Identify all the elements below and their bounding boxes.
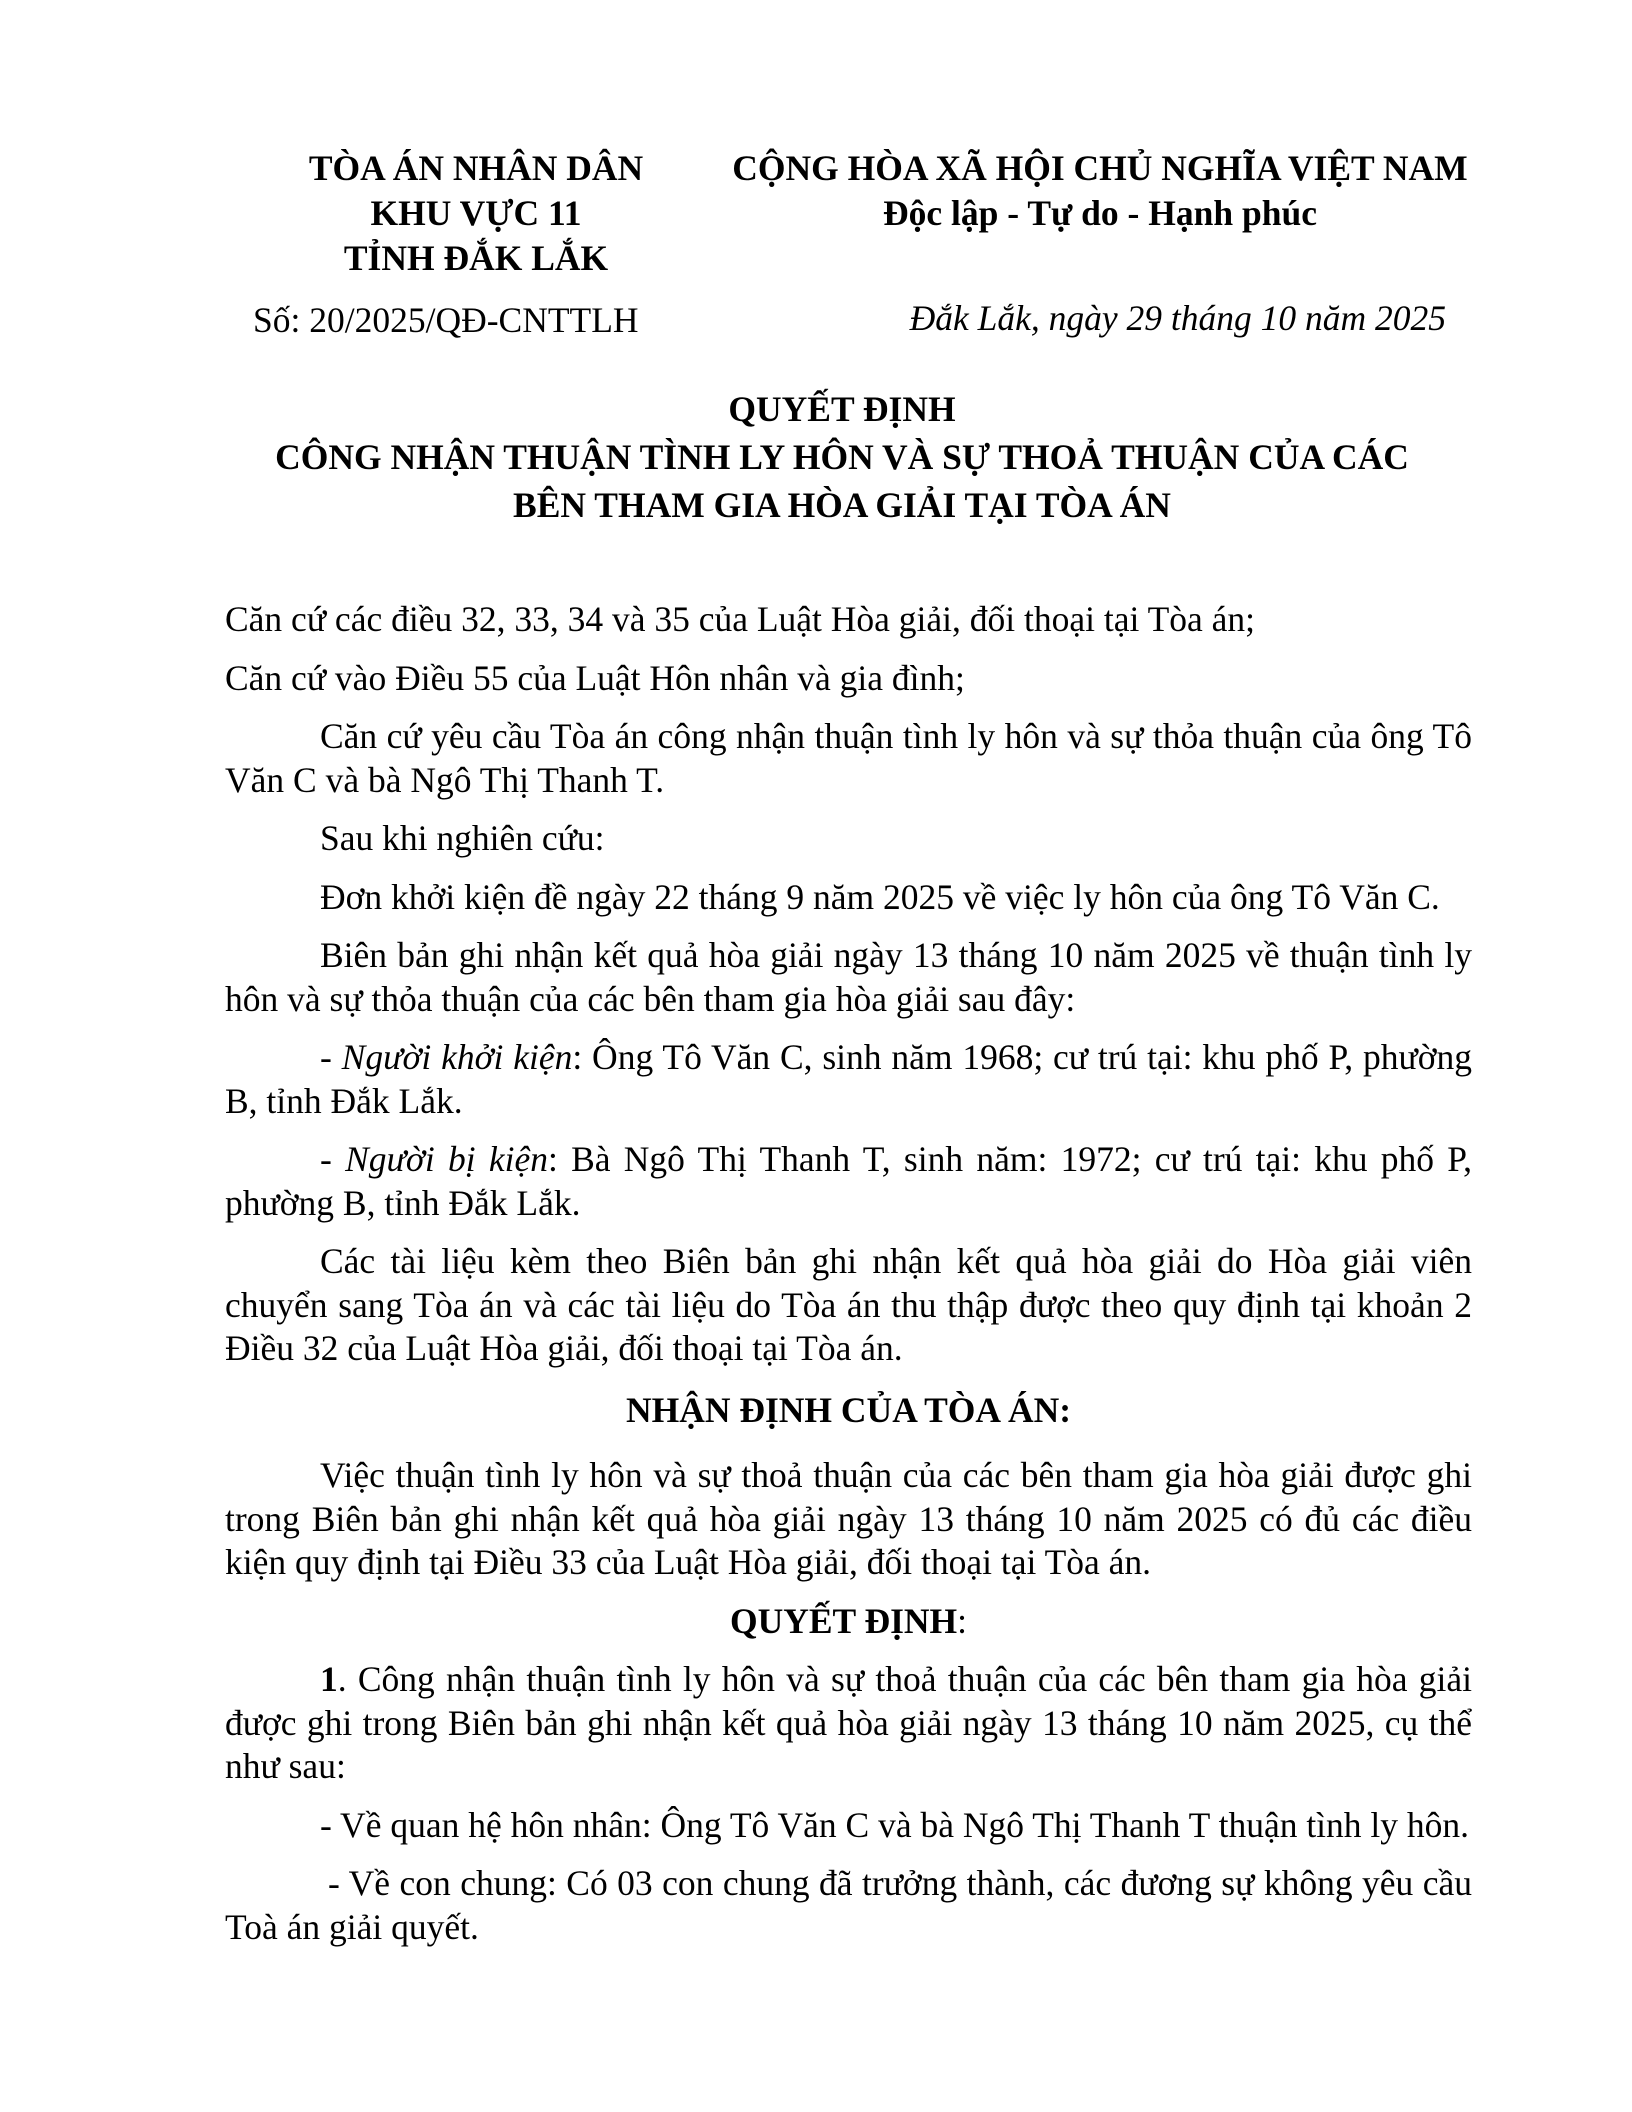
decision-heading-text: QUYẾT ĐỊNH	[729, 1600, 958, 1641]
paragraph-findings: Việc thuận tình ly hôn và sự thoả thuận của các bên tham gia hòa giải được ghi trong Biên bản ghi nhận kết quả hòa giải ngày 13 tháng 10 năm 2025 có đủ các điều kiện quy định tại Điều 33 của Luật Hòa giải, đối thoại tại Tòa án.	[225, 1455, 1472, 1582]
court-name-line-3: TỈNH ĐẮK LẮK	[343, 238, 609, 278]
paragraph-after-review: Sau khi nghiên cứu:	[320, 818, 605, 858]
paragraph-decision-1	[225, 1658, 1472, 1789]
document-title	[222, 385, 1462, 529]
paragraph-legal-basis-1: Căn cứ các điều 32, 33, 34 và 35 của Luật Hòa giải, đối thoại tại Tòa án;	[225, 599, 1256, 639]
plaintiff-dash: -	[320, 1037, 342, 1077]
paragraph-petition: Đơn khởi kiện đề ngày 22 tháng 9 năm 2025 về việc ly hôn của ông Tô Văn C.	[320, 876, 1440, 917]
court-name-block	[222, 146, 730, 281]
national-motto-block	[720, 146, 1480, 236]
title-line-2: CÔNG NHẬN THUẬN TÌNH LY HÔN VÀ SỰ THOẢ THUẬN CỦA CÁC	[275, 437, 1409, 477]
paragraph-attachments: Các tài liệu kèm theo Biên bản ghi nhận kết quả hòa giải do Hòa giải viên chuyển sang Tòa án và các tài liệu do Tòa án thu thập được theo quy định tại khoản 2 Điều 32 của Luật Hòa giải, đối thoại tại Tòa án.	[225, 1241, 1472, 1368]
section-heading-court-findings: NHẬN ĐỊNH CỦA TÒA ÁN:	[625, 1389, 1072, 1430]
paragraph-legal-basis-2: Căn cứ vào Điều 55 của Luật Hôn nhân và gia đình;	[225, 657, 965, 698]
plaintiff-label: Người khởi kiện	[341, 1037, 573, 1077]
defendant-details: : Bà Ngô Thị Thanh T, sinh năm: 1972; cư trú tại: khu phố P, phường B, tỉnh Đắk Lắk.	[225, 1139, 1472, 1223]
plaintiff-details: : Ông Tô Văn C, sinh năm 1968; cư trú tại: khu phố P, phường B, tỉnh Đắk Lắk.	[225, 1037, 1472, 1121]
paragraph-plaintiff	[225, 1036, 1472, 1123]
title-line-1: QUYẾT ĐỊNH	[728, 389, 956, 429]
decision-date: Đắk Lắk, ngày 29 tháng 10 năm 2025	[909, 298, 1446, 338]
paragraph-defendant	[225, 1138, 1472, 1225]
defendant-dash: -	[320, 1139, 346, 1179]
decision-heading-colon: :	[957, 1600, 968, 1641]
court-name-line-1: TÒA ÁN NHÂN DÂN	[308, 148, 644, 188]
section-heading-decision	[225, 1600, 1472, 1644]
title-line-3: BÊN THAM GIA HÒA GIẢI TẠI TÒA ÁN	[513, 485, 1171, 525]
document-body	[225, 598, 1472, 1964]
court-name-line-2: KHU VỰC 11	[370, 193, 582, 233]
decision-item-number: 1	[320, 1659, 338, 1699]
country-name: CỘNG HÒA XÃ HỘI CHỦ NGHĨA VIỆT NAM	[732, 148, 1468, 188]
defendant-label: Người bị kiện	[345, 1139, 548, 1179]
decision-number: Số: 20/2025/QĐ-CNTTLH	[253, 300, 639, 340]
decision-item-text: . Công nhận thuận tình ly hôn và sự thoả thuận của các bên tham gia hòa giải được ghi trong Biên bản ghi nhận kết quả hòa giải ngày 13 tháng 10 năm 2025, cụ thể như sau:	[225, 1659, 1472, 1786]
paragraph-request: Căn cứ yêu cầu Tòa án công nhận thuận tình ly hôn và sự thỏa thuận của ông Tô Văn C và bà Ngô Thị Thanh T.	[225, 716, 1472, 800]
paragraph-marriage: - Về quan hệ hôn nhân: Ông Tô Văn C và bà Ngô Thị Thanh T thuận tình ly hôn.	[320, 1804, 1470, 1845]
national-motto: Độc lập - Tự do - Hạnh phúc	[883, 193, 1317, 233]
paragraph-mediation-record: Biên bản ghi nhận kết quả hòa giải ngày 13 tháng 10 năm 2025 về thuận tình ly hôn và sự thỏa thuận của các bên tham gia hòa giải sau đây:	[225, 935, 1472, 1019]
paragraph-children: - Về con chung: Có 03 con chung đã trưởng thành, các đương sự không yêu cầu Toà án giải quyết.	[225, 1863, 1472, 1947]
